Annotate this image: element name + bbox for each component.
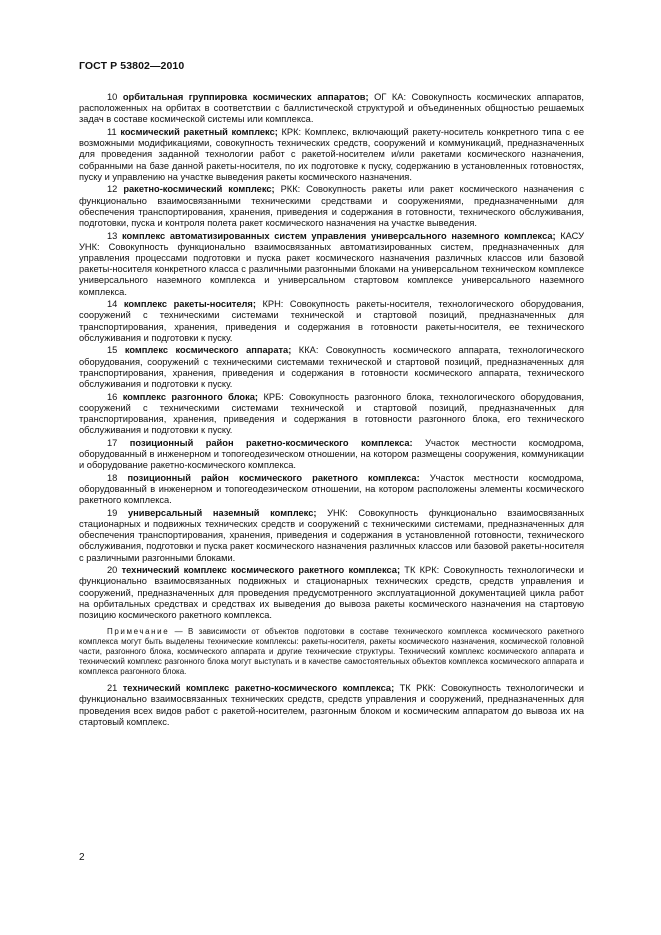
entry-definition: Совокупность космических аппаратов, расположенных на орбитах в соответствии с баллистической структурой и объединенных общностью решаемых задач в составе космической системы или комплекса. xyxy=(79,92,584,125)
entry-abbreviation: ОГ КА: xyxy=(368,92,407,102)
entry-term: технический комплекс космического ракетного комплекса; xyxy=(121,565,401,576)
entry-definition: Совокупность технологически и функционально взаимосвязанных подвижных и стационарных технических средств, средств управления и сооружений, предназначенных для проведения предусмотренного эксплуатационной документацией цикла работ на орбитальных средствах и средствах их выведения до вывоза ракеты космического назначения на стартовую позицию космического ракетного комплекса. xyxy=(79,565,584,621)
entry-number: 15 xyxy=(107,345,118,356)
entry-number: 17 xyxy=(107,437,118,448)
entry-definition: Совокупность функционально взаимосвязанных автоматизированных систем, предназначенных для управления процессами подготовки и пуска ракет космического назначения различных классов или базовой ракеты-носителя конкретного класса с различными разгонными блоками на универсальном техническом комплексе универсального наземного комплекса и универсальном стартовом комплексе универсального наземного комплекса. xyxy=(79,241,584,297)
entry-number: 11 xyxy=(107,127,117,137)
entry-abbreviation: ТК КРК: xyxy=(400,565,440,576)
entry-definition: Участок местности космодрома, оборудованный в инженерном и топогеодезическом отношении, на котором расположены элементы космического ракетного комплекса. xyxy=(79,472,585,506)
entry-definition: Совокупность ракеты-носителя, технологического оборудования, сооружений с техническими системами технической и стартовой позиций, предназначенных для транспортирования, хранения, приведения и содержания в готовности ракеты-носителя, ее технического обслуживания и подготовки к пуску. xyxy=(79,299,584,343)
term-entry-11 xyxy=(79,127,584,183)
entry-term: позиционный район космического ракетного комплекса: xyxy=(127,472,420,483)
entry-term: позиционный район ракетно-космического комплекса: xyxy=(129,437,413,448)
term-entries xyxy=(79,92,584,621)
entry-number: 10 xyxy=(107,92,118,102)
entry-abbreviation: УНК: xyxy=(316,507,348,518)
note-label: Примечание xyxy=(107,627,170,637)
page-number: 2 xyxy=(79,852,85,863)
note-text: — В зависимости от объектов подготовки в составе технического комплекса космического ракетного комплекса могут быть выделены технические комплексы: ракеты-носителя, ракеты космического назначения, космической головной части, разгонного блока, космического аппарата и другие технические структуры. Технический комплекс космического аппарата и технический комплекс разгонного блока могут выступать и в качестве самостоятельных объектов комплекса космического аппарата и комплекса разгонного блока. xyxy=(79,627,584,677)
entry-number: 14 xyxy=(107,299,118,310)
entry-abbreviation: КРБ: xyxy=(258,391,284,402)
entry-term: космический ракетный комплекс; xyxy=(120,127,278,137)
entry-term: технический комплекс ракетно-космического комплекса; xyxy=(122,683,395,694)
entry-definition: Комплекс, включающий ракету-носитель конкретного типа с ее возможными модификациями, совокупность технических средств, сооружений и коммуникаций, предназначенных для проведения заданной технологии работ с ракетой-носителем и/или ракетами космического назначения, собранными на базе данной ракеты-носителя, по их подготовке к пуску, содержанию в установленных готовностях, пуску и управлению на участке выведения ракеты космического назначения. xyxy=(79,127,585,182)
entry-number: 20 xyxy=(107,565,118,576)
term-entry-21 xyxy=(79,683,584,728)
entry-number: 16 xyxy=(107,391,118,402)
term-entry-20 xyxy=(79,565,584,621)
entry-number: 13 xyxy=(107,230,118,241)
entry-abbreviation: РКК: xyxy=(274,184,301,195)
term-entry-10 xyxy=(79,92,584,126)
entry-definition: Совокупность космического аппарата, технологического оборудования, сооружений с техническими системами технической и стартовой позиций, предназначенных для транспортирования, хранения, приведения и содержания в готовности космического аппарата, технического обслуживания и подготовки к пуску. xyxy=(79,345,584,390)
term-entry-14 xyxy=(79,299,584,344)
term-entry-15 xyxy=(79,345,584,390)
term-entry-18 xyxy=(79,473,584,507)
entry-abbreviation: КРН: xyxy=(255,299,284,310)
entry-number: 19 xyxy=(107,507,118,518)
entry-term: комплекс ракеты-носителя; xyxy=(123,299,256,310)
term-entry-13 xyxy=(79,231,584,298)
term-entry-12 xyxy=(79,184,584,229)
standard-header: ГОСТ Р 53802—2010 xyxy=(79,60,185,72)
entry-number: 18 xyxy=(107,472,118,483)
entry-definition: Совокупность разгонного блока, технологического оборудования, сооружений с техническими системами технической и стартовой позиций, предназначенных для транспортирования, хранения, приведения и содержания в готовности разгонного блока, его технического обслуживания и подготовки к пуску. xyxy=(79,391,584,436)
entry-abbreviation: ККА: xyxy=(291,345,319,356)
entry-definition: Участок местности космодрома, оборудованный в инженерном и топогеодезическом отношении, на котором размещены сооружения, коммуникации и оборудование ракетно-космического комплекса. xyxy=(79,437,585,471)
entry-definition: Совокупность технологически и функционально взаимосвязанных технических средств, средств управления и сооружений, предназначенных для проведения всех видов работ с ракетой-носителем, разгонным блоком и космическим аппаратом до вывоза их на стартовый комплекс. xyxy=(79,683,584,727)
entry-term: комплекс разгонного блока; xyxy=(122,391,259,402)
entry-abbreviation: КАСУ УНК: xyxy=(79,230,584,252)
entry-abbreviation: КРК: xyxy=(277,127,302,137)
entry-definition: Совокупность ракеты или ракет космического назначения с функционально взаимосвязанными техническими средствами и сооружениями, предназначенными для обеспечения транспортирования, хранения, приведения и содержания в готовности, технического обслуживания, подготовки, пуска и контроля полета ракет космического назначения на участке выведения. xyxy=(79,184,584,229)
entry-term: комплекс космического аппарата; xyxy=(124,345,292,356)
entry-number: 12 xyxy=(107,184,118,195)
document-body xyxy=(79,92,584,729)
entry-term: универсальный наземный комплекс; xyxy=(127,507,317,518)
entry-abbreviation: ТК РКК: xyxy=(394,683,436,694)
term-entry-16 xyxy=(79,392,584,437)
term-entry-19 xyxy=(79,508,584,564)
note-paragraph xyxy=(79,627,584,677)
entry-definition: Совокупность функционально взаимосвязанных стационарных и подвижных технических средств и сооружений с техническими системами, предназначенных для обеспечения транспортирования, хранения, приведения и содержания в установленной готовности, технического обслуживания, подготовки и пуска ракет космического назначения различных классов или базовой ракеты-носителя с различными разгонными блоками. xyxy=(79,507,584,563)
term-entry-17 xyxy=(79,438,584,472)
entry-term: ракетно-космический комплекс; xyxy=(123,184,275,195)
entry-term: орбитальная группировка космических аппаратов; xyxy=(122,92,369,102)
entry-number: 21 xyxy=(107,683,118,694)
entry-term: комплекс автоматизированных систем управления универсального наземного комплекса; xyxy=(121,230,556,241)
